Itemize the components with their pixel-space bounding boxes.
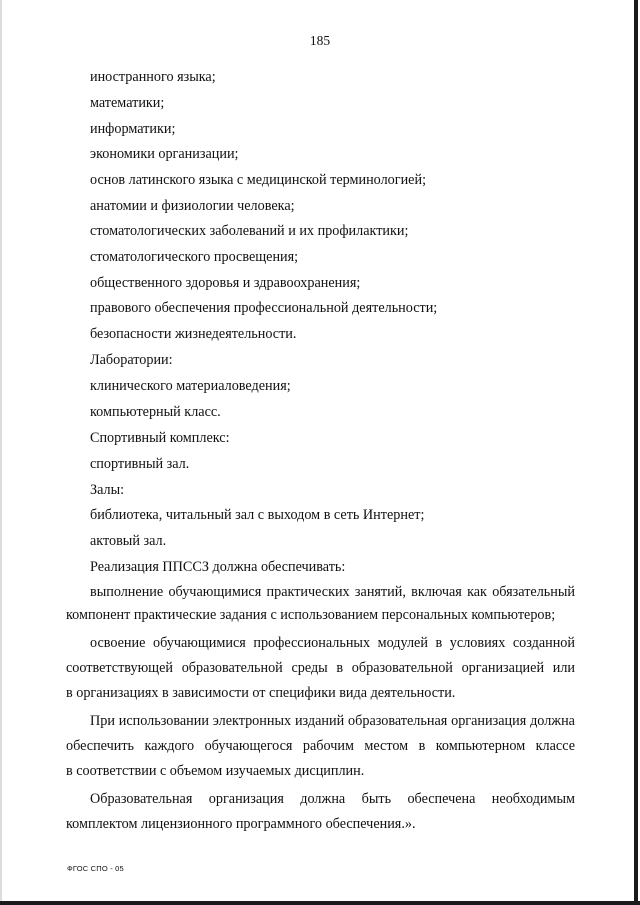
section-heading-sport: Спортивный комплекс: xyxy=(90,430,230,446)
page-number: 185 xyxy=(309,33,331,48)
list-item: информатики; xyxy=(90,121,176,137)
paragraph-line: обеспечить каждого обучающегося рабочим местом в компьютерном классе xyxy=(66,738,575,754)
list-item: стоматологических заболеваний и их профилактики; xyxy=(90,223,409,239)
paragraph-line: в соответствии с объемом изучаемых дисциплин. xyxy=(66,763,365,779)
list-item: библиотека, читальный зал с выходом в сеть Интернет; xyxy=(90,507,425,523)
paragraph-line: в организациях в зависимости от специфики вида деятельности. xyxy=(66,685,456,701)
paragraph-line: При использовании электронных изданий образовательная организация должна xyxy=(90,713,575,729)
list-item: экономики организации; xyxy=(90,146,239,162)
footer-code: ФГОС СПО - 05 xyxy=(67,864,124,873)
scan-edge-left xyxy=(0,0,2,905)
scan-edge-bottom xyxy=(0,901,640,905)
list-item: актовый зал. xyxy=(90,533,167,549)
paragraph-line: соответствующей образовательной среды в образовательной организацией или xyxy=(66,660,575,676)
list-item: клинического материаловедения; xyxy=(90,378,291,394)
list-item: общественного здоровья и здравоохранения; xyxy=(90,275,361,291)
scan-edge-right xyxy=(634,0,638,905)
paragraph-line: Образовательная организация должна быть обеспечена необходимым xyxy=(90,791,575,807)
list-item: стоматологического просвещения; xyxy=(90,249,299,265)
list-item: спортивный зал. xyxy=(90,456,190,472)
list-item: основ латинского языка с медицинской терминологией; xyxy=(90,172,427,188)
list-item: иностранного языка; xyxy=(90,69,216,85)
paragraph-line: комплектом лицензионного программного обеспечения.». xyxy=(66,816,416,832)
list-item: математики; xyxy=(90,95,165,111)
list-item: компьютерный класс. xyxy=(90,404,221,420)
section-heading-labs: Лаборатории: xyxy=(90,352,173,368)
paragraph-line: выполнение обучающимися практических занятий, включая как обязательный xyxy=(90,584,575,600)
list-item: безопасности жизнедеятельности. xyxy=(90,326,297,342)
paragraph-line: освоение обучающимися профессиональных модулей в условиях созданной xyxy=(90,635,575,651)
list-item: анатомии и физиологии человека; xyxy=(90,198,295,214)
section-heading-halls: Залы: xyxy=(90,482,125,498)
requirements-intro: Реализация ППССЗ должна обеспечивать: xyxy=(90,559,346,575)
list-item: правового обеспечения профессиональной деятельности; xyxy=(90,300,438,316)
paragraph-line: компонент практические задания с использованием персональных компьютеров; xyxy=(66,607,556,623)
